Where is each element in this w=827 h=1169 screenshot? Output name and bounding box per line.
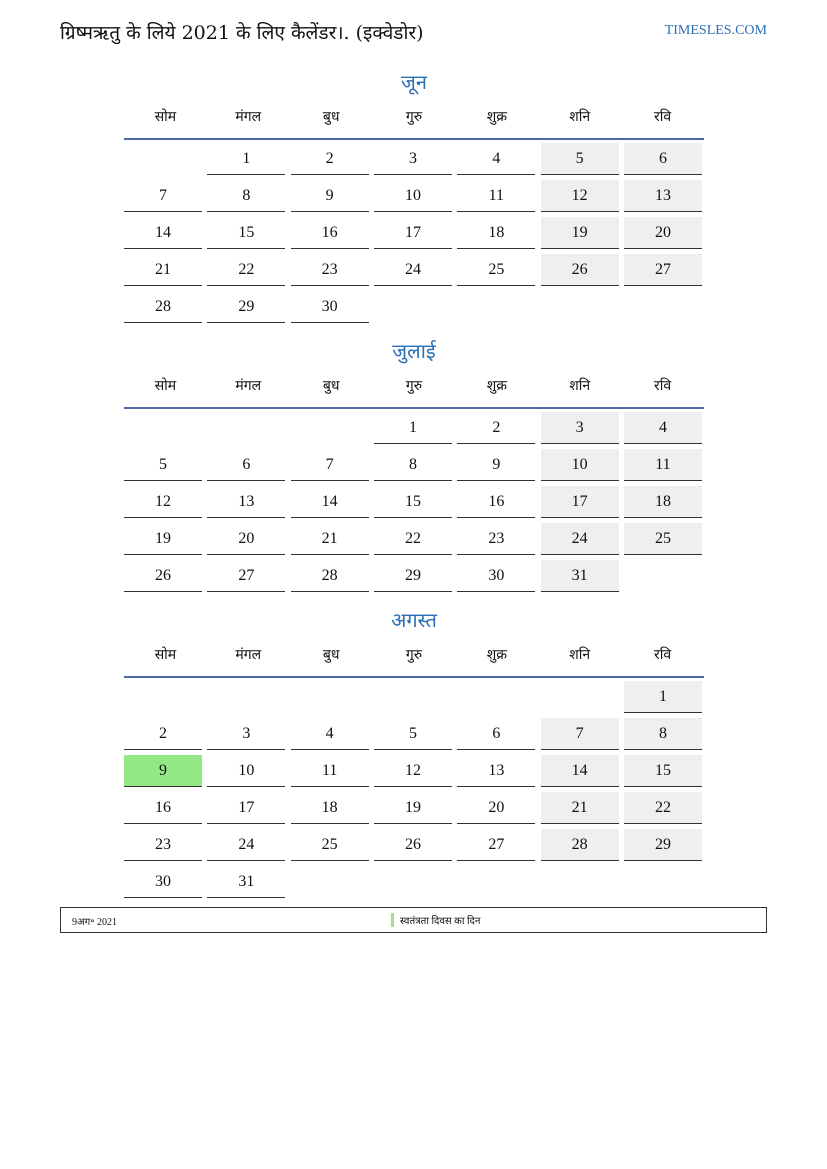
day-cell[interactable]: 29	[624, 829, 702, 861]
day-cell[interactable]: 13	[457, 755, 535, 787]
day-cell[interactable]: 20	[624, 217, 702, 249]
month-name: जुलाई	[392, 339, 436, 363]
month-name: जून	[401, 70, 427, 94]
day-cell[interactable]: 18	[457, 217, 535, 249]
day-cell[interactable]: 15	[207, 217, 285, 249]
day-cell[interactable]: 16	[457, 486, 535, 518]
day-cell[interactable]: 27	[207, 560, 285, 592]
day-cell[interactable]: 5	[374, 718, 452, 750]
weekday-label: मंगल	[235, 378, 262, 394]
day-cell[interactable]: 14	[541, 755, 619, 787]
day-cell[interactable]: 28	[124, 291, 202, 323]
day-cell[interactable]: 12	[374, 755, 452, 787]
day-cell[interactable]: 12	[541, 180, 619, 212]
day-cell[interactable]: 14	[124, 217, 202, 249]
day-cell[interactable]: 7	[291, 449, 369, 481]
day-cell[interactable]: 22	[374, 523, 452, 555]
holiday-name: स्वतंत्रता दिवस का दिन	[391, 913, 480, 927]
day-cell[interactable]: 6	[624, 143, 702, 175]
weekday-label: शुक्र	[486, 647, 507, 663]
day-cell[interactable]: 26	[124, 560, 202, 592]
empty-cell	[291, 681, 369, 712]
day-cell[interactable]: 30	[124, 866, 202, 898]
day-cell[interactable]: 8	[374, 449, 452, 481]
empty-cell	[124, 412, 202, 443]
calendars	[124, 68, 704, 890]
weekday-label: रवि	[654, 378, 672, 394]
day-cell[interactable]: 29	[374, 560, 452, 592]
day-cell[interactable]: 16	[124, 792, 202, 824]
day-cell[interactable]: 25	[457, 254, 535, 286]
day-cell[interactable]: 31	[207, 866, 285, 898]
day-cell[interactable]: 10	[374, 180, 452, 212]
day-cell[interactable]: 29	[207, 291, 285, 323]
weekday-label: शनि	[569, 647, 591, 663]
weekday-label: बुध	[322, 378, 340, 394]
day-cell[interactable]: 5	[541, 143, 619, 175]
month-calendar	[124, 337, 704, 606]
day-cell[interactable]: 21	[291, 523, 369, 555]
day-cell[interactable]: 17	[541, 486, 619, 518]
weekday-label: मंगल	[235, 109, 262, 125]
day-cell[interactable]: 17	[207, 792, 285, 824]
empty-cell	[291, 412, 369, 443]
day-cell[interactable]: 17	[374, 217, 452, 249]
empty-cell	[374, 681, 452, 712]
day-cell[interactable]: 24	[207, 829, 285, 861]
day-cell[interactable]: 14	[291, 486, 369, 518]
day-cell[interactable]: 9	[457, 449, 535, 481]
day-cell[interactable]: 8	[624, 718, 702, 750]
day-cell[interactable]: 18	[624, 486, 702, 518]
weekday-label: सोम	[154, 378, 177, 394]
day-cell[interactable]: 1	[207, 143, 285, 175]
weekday-label: बुध	[322, 109, 340, 125]
day-cell[interactable]: 30	[291, 291, 369, 323]
empty-cell	[124, 143, 202, 174]
weekday-header	[124, 106, 704, 140]
weekday-label: गुरु	[405, 378, 423, 394]
empty-cell	[541, 681, 619, 712]
day-cell[interactable]: 15	[374, 486, 452, 518]
day-cell[interactable]: 22	[207, 254, 285, 286]
site-link[interactable]: TIMESLES.COM	[664, 23, 767, 38]
page-title: ग्रिष्मऋतु के लिये 2021 के लिए कैलेंडर।. (इक्वेडोर)	[60, 22, 424, 44]
weekday-label: बुध	[322, 647, 340, 663]
day-cell[interactable]: 21	[541, 792, 619, 824]
day-cell[interactable]: 7	[541, 718, 619, 750]
day-cell[interactable]: 2	[291, 143, 369, 175]
day-cell[interactable]: 22	[624, 792, 702, 824]
day-cell[interactable]: 9	[291, 180, 369, 212]
day-cell[interactable]: 23	[291, 254, 369, 286]
weekday-header	[124, 375, 704, 409]
weekday-label: शुक्र	[486, 109, 507, 125]
weekday-label: मंगल	[235, 647, 262, 663]
weekday-label: रवि	[654, 109, 672, 125]
day-cell[interactable]: 1	[374, 412, 452, 444]
day-grid	[124, 412, 704, 592]
weekday-label: गुरु	[405, 109, 423, 125]
day-cell[interactable]: 4	[457, 143, 535, 175]
day-cell[interactable]: 25	[291, 829, 369, 861]
month-calendar	[124, 68, 704, 337]
holiday-date: 9अग॰ 2021	[72, 917, 118, 928]
day-cell[interactable]: 25	[624, 523, 702, 555]
day-cell[interactable]: 16	[291, 217, 369, 249]
weekday-label: सोम	[154, 647, 177, 663]
day-cell[interactable]: 27	[457, 829, 535, 861]
weekday-label: सोम	[154, 109, 177, 125]
day-cell[interactable]: 28	[291, 560, 369, 592]
day-cell[interactable]: 20	[207, 523, 285, 555]
day-cell[interactable]: 20	[457, 792, 535, 824]
day-cell[interactable]: 26	[374, 829, 452, 861]
day-cell[interactable]: 13	[624, 180, 702, 212]
day-cell[interactable]: 28	[541, 829, 619, 861]
day-cell[interactable]: 9	[124, 755, 202, 787]
day-cell[interactable]: 11	[457, 180, 535, 212]
holiday-legend	[60, 907, 767, 933]
day-cell[interactable]: 4	[624, 412, 702, 444]
empty-cell	[207, 681, 285, 712]
day-cell[interactable]: 3	[541, 412, 619, 444]
day-cell[interactable]: 27	[624, 254, 702, 286]
weekday-label: शनि	[569, 109, 591, 125]
weekday-label: गुरु	[405, 647, 423, 663]
day-cell[interactable]: 6	[207, 449, 285, 481]
day-cell[interactable]: 5	[124, 449, 202, 481]
weekday-label: शनि	[569, 378, 591, 394]
day-cell[interactable]: 3	[374, 143, 452, 175]
day-cell[interactable]: 12	[124, 486, 202, 518]
day-cell[interactable]: 18	[291, 792, 369, 824]
day-cell[interactable]: 24	[541, 523, 619, 555]
month-name: अगस्त	[391, 608, 437, 632]
day-cell[interactable]: 21	[124, 254, 202, 286]
day-cell[interactable]: 2	[457, 412, 535, 444]
weekday-label: रवि	[654, 647, 672, 663]
day-cell[interactable]: 23	[457, 523, 535, 555]
day-cell[interactable]: 30	[457, 560, 535, 592]
day-cell[interactable]: 19	[124, 523, 202, 555]
empty-cell	[207, 412, 285, 443]
day-cell[interactable]: 19	[374, 792, 452, 824]
day-cell[interactable]: 6	[457, 718, 535, 750]
day-cell[interactable]: 2	[124, 718, 202, 750]
empty-cell	[457, 681, 535, 712]
day-cell[interactable]: 10	[207, 755, 285, 787]
weekday-header	[124, 644, 704, 678]
weekday-label: शुक्र	[486, 378, 507, 394]
day-cell[interactable]: 10	[541, 449, 619, 481]
day-cell[interactable]: 19	[541, 217, 619, 249]
day-cell[interactable]: 4	[291, 718, 369, 750]
day-cell[interactable]: 7	[124, 180, 202, 212]
day-cell[interactable]: 8	[207, 180, 285, 212]
day-cell[interactable]: 3	[207, 718, 285, 750]
day-grid	[124, 143, 704, 323]
month-calendar	[124, 606, 704, 890]
day-cell[interactable]: 23	[124, 829, 202, 861]
day-cell[interactable]: 11	[624, 449, 702, 481]
empty-cell	[124, 681, 202, 712]
day-cell[interactable]: 1	[624, 681, 702, 713]
day-cell[interactable]: 31	[541, 560, 619, 592]
day-grid	[124, 681, 704, 898]
day-cell[interactable]: 24	[374, 254, 452, 286]
day-cell[interactable]: 13	[207, 486, 285, 518]
day-cell[interactable]: 15	[624, 755, 702, 787]
day-cell[interactable]: 26	[541, 254, 619, 286]
day-cell[interactable]: 11	[291, 755, 369, 787]
